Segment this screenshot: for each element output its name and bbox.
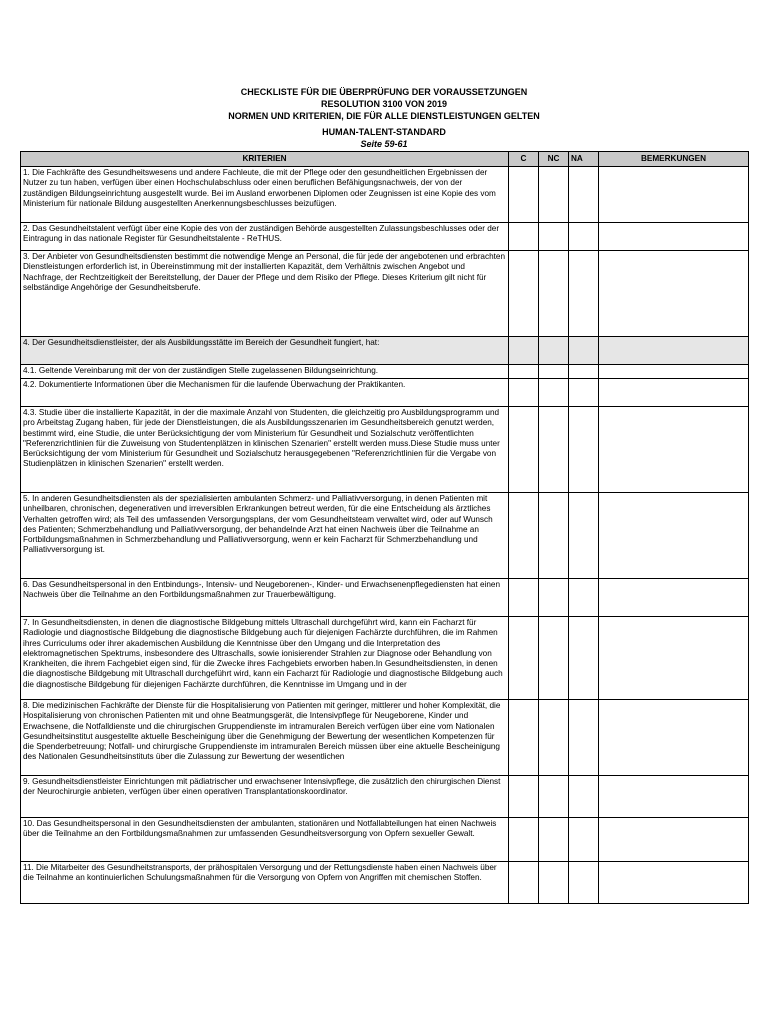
non-compliant-cell[interactable] <box>539 818 569 862</box>
criterion-cell: 11. Die Mitarbeiter des Gesundheitstransports, der prähospitalen Versorgung und der Rettungsdienste haben einen Nachweis über die Teilnahme an kontinuierlichen Schulungsmaßnahmen für die Versorgung von Opfern von Angriffen mit chemischen Stoffen. <box>21 862 509 904</box>
column-header-criteria: KRITERIEN <box>21 152 509 167</box>
not-applicable-cell[interactable] <box>569 167 599 223</box>
compliant-cell[interactable] <box>509 818 539 862</box>
table-row <box>21 337 749 365</box>
criterion-text: 7. In Gesundheitsdiensten, in denen die diagnostische Bildgebung mittels Ultraschall durchgeführt wird, kann ein Facharzt für Radiologie und diagnostische Bildgebung die diagnostische Bildgebung auch für diejenigen Fachärzte durchführen, die im Rahmen ihres Curriculums oder ihrer akademischen Ausbildung die Kenntnisse über den Umgang und die Interpretation des elektromagnetischen Spektrums, insbesondere des Ultraschalls, sowie ionisierender Strahlen zur Diagnose oder Behandlung von Krankheiten, die ihrem Fachgebiet eigen sind, für die Zwecke ihres Fachgebiets erworben haben.In Gesundheitsdiensten, in denen die diagnostische Bildgebung mit Ultraschall durchgeführt wird, kann ein Facharzt für Radiologie und diagnostische Bildgebung auch die diagnostische Bildgebung für diejenigen Fachärzte durchführen, die Kenntnisse im Umgang und in der <box>23 618 503 689</box>
non-compliant-cell[interactable] <box>539 337 569 365</box>
remarks-cell[interactable] <box>599 167 749 223</box>
non-compliant-cell[interactable] <box>539 493 569 579</box>
table-row <box>21 700 749 776</box>
non-compliant-cell[interactable] <box>539 223 569 251</box>
column-header-c: C <box>509 152 539 167</box>
not-applicable-cell[interactable] <box>569 862 599 904</box>
table-row <box>21 407 749 493</box>
non-compliant-cell[interactable] <box>539 617 569 700</box>
not-applicable-cell[interactable] <box>569 493 599 579</box>
compliant-cell[interactable] <box>509 223 539 251</box>
remarks-cell[interactable] <box>599 818 749 862</box>
remarks-cell[interactable] <box>599 776 749 818</box>
table-row <box>21 818 749 862</box>
remarks-cell[interactable] <box>599 700 749 776</box>
remarks-cell[interactable] <box>599 579 749 617</box>
table-row <box>21 251 749 337</box>
criterion-cell: 3. Der Anbieter von Gesundheitsdiensten bestimmt die notwendige Menge an Personal, die für jede der angebotenen und erbrachten Dienstleistungen erforderlich ist, in Übereinstimmung mit der installierten Kapazität, dem Verhältnis zwischen Angebot und Nachfrage, der Rechtzeitigkeit der Bereitstellung, der Dauer der Pflege und dem Risiko der Pflege. Dieses Kriterium gilt nicht für selbständige Angehörige der Gesundheitsberufe. <box>21 251 509 337</box>
remarks-cell[interactable] <box>599 493 749 579</box>
document-header <box>0 86 768 150</box>
non-compliant-cell[interactable] <box>539 251 569 337</box>
standard-title: HUMAN-TALENT-STANDARD <box>322 127 446 137</box>
criterion-cell: 5. In anderen Gesundheitsdiensten als der spezialisierten ambulanten Schmerz- und Palliativversorgung, in denen Patienten mit unheilbaren, chronischen, degenerativen und irreversiblen Erkrankungen betreut werden, für die eine Entscheidung als ärztliches Verhalten getroffen wird; als Teil des umfassenden Versorgungsplans, der vom Gesundheitsteam verwaltet wird, oder auf Wunsch des Patienten; Schmerzbehandlung und Palliativversorgung, der behandelnde Arzt hat einen Nachweis über die Teilnahme an Fortbildungsmaßnahmen in Schmerzbehandlung und Palliativversorgung, wenn er kein Facharzt für Schmerzbehandlung und Palliativversorgung ist. <box>21 493 509 579</box>
non-compliant-cell[interactable] <box>539 862 569 904</box>
column-header-nc: NC <box>539 152 569 167</box>
title-line-1: CHECKLISTE FÜR DIE ÜBERPRÜFUNG DER VORAUSSETZUNGEN <box>240 87 528 97</box>
page-reference: Seite 59-61 <box>360 139 408 149</box>
compliant-cell[interactable] <box>509 365 539 379</box>
non-compliant-cell[interactable] <box>539 700 569 776</box>
compliant-cell[interactable] <box>509 700 539 776</box>
criterion-cell: 1. Die Fachkräfte des Gesundheitswesens und andere Fachleute, die mit der Pflege oder den gesundheitlichen Ergebnissen der Nutzer zu tun haben, verfügen über einen Hochschulabschluss oder einen beruflichen Befähigungsnachweis, der von der zuständigen Bildungseinrichtung ausgestellt wurde. Bei im Ausland erworbenen Diplomen oder Zeugnissen ist eine Kopie des vom Ministerium für nationale Bildung ausgestellten Anerkennungsbeschlusses beizufügen. <box>21 167 509 223</box>
criterion-cell: 4.2. Dokumentierte Informationen über die Mechanismen für die laufende Überwachung der Praktikanten. <box>21 379 509 407</box>
title-line-2: RESOLUTION 3100 VON 2019 <box>320 99 448 109</box>
compliant-cell[interactable] <box>509 862 539 904</box>
not-applicable-cell[interactable] <box>569 407 599 493</box>
compliant-cell[interactable] <box>509 407 539 493</box>
compliant-cell[interactable] <box>509 379 539 407</box>
criterion-cell: 6. Das Gesundheitspersonal in den Entbindungs-, Intensiv- und Neugeborenen-, Kinder- und Erwachsenenpflegediensten hat einen Nachweis über die Teilnahme an den Fortbildungsmaßnahmen zur Trauerbewältigung. <box>21 579 509 617</box>
not-applicable-cell[interactable] <box>569 379 599 407</box>
remarks-cell[interactable] <box>599 337 749 365</box>
criterion-cell: 10. Das Gesundheitspersonal in den Gesundheitsdiensten der ambulanten, stationären und Notfallabteilungen hat einen Nachweis über die Teilnahme an den Fortbildungsmaßnahmen zur umfassenden Gesundheitsversorgung von Opfern sexueller Gewalt. <box>21 818 509 862</box>
non-compliant-cell[interactable] <box>539 407 569 493</box>
table-header-row <box>21 152 749 167</box>
not-applicable-cell[interactable] <box>569 579 599 617</box>
remarks-cell[interactable] <box>599 223 749 251</box>
not-applicable-cell[interactable] <box>569 776 599 818</box>
remarks-cell[interactable] <box>599 251 749 337</box>
non-compliant-cell[interactable] <box>539 379 569 407</box>
table-row <box>21 493 749 579</box>
table-row <box>21 776 749 818</box>
compliant-cell[interactable] <box>509 776 539 818</box>
table-row <box>21 617 749 700</box>
not-applicable-cell[interactable] <box>569 617 599 700</box>
not-applicable-cell[interactable] <box>569 818 599 862</box>
table-row <box>21 862 749 904</box>
criterion-cell: 4.1. Geltende Vereinbarung mit der von der zuständigen Stelle zugelassenen Bildungseinrichtung. <box>21 365 509 379</box>
column-header-na: NA <box>569 152 599 167</box>
criterion-cell: 4.3. Studie über die installierte Kapazität, in der die maximale Anzahl von Studenten, die gleichzeitig pro Ausbildungsprogramm und pro Arbeitstag Zugang haben, für jede der Dienstleistungen, die als Ausbildungsszenarien im Gesundheitsbereich genutzt werden, bestimmt wird, eine Studie, die unter Berücksichtigung der vom Ministerium für Gesundheit und Sozialschutz veröffentlichten "Referenzrichtlinien für die Zuweisung von Studentenplätzen in klinischen Szenarien" erstellt werden muss.Diese Studie muss unter Berücksichtigung der vom Ministerium für Gesundheit und Sozialschutz herausgegebenen "Referenzrichtlinien für die Vergabe von Studienplätzen in klinischen Szenarien" erstellt werden. <box>21 407 509 493</box>
checklist-table <box>20 151 749 904</box>
not-applicable-cell[interactable] <box>569 337 599 365</box>
non-compliant-cell[interactable] <box>539 776 569 818</box>
column-header-remarks: BEMERKUNGEN <box>599 152 749 167</box>
remarks-cell[interactable] <box>599 365 749 379</box>
remarks-cell[interactable] <box>599 862 749 904</box>
non-compliant-cell[interactable] <box>539 167 569 223</box>
table-row <box>21 365 749 379</box>
remarks-cell[interactable] <box>599 379 749 407</box>
compliant-cell[interactable] <box>509 251 539 337</box>
table-row <box>21 379 749 407</box>
not-applicable-cell[interactable] <box>569 251 599 337</box>
criterion-cell <box>21 617 509 700</box>
compliant-cell[interactable] <box>509 579 539 617</box>
compliant-cell[interactable] <box>509 617 539 700</box>
table-row <box>21 167 749 223</box>
not-applicable-cell[interactable] <box>569 700 599 776</box>
remarks-cell[interactable] <box>599 407 749 493</box>
not-applicable-cell[interactable] <box>569 365 599 379</box>
criterion-cell <box>21 700 509 776</box>
non-compliant-cell[interactable] <box>539 579 569 617</box>
criterion-text: 8. Die medizinischen Fachkräfte der Dienste für die Hospitalisierung von Patienten mit geringer, mittlerer und hoher Komplexität, die Hospitalisierung von chronischen Patienten mit und ohne Beatmungsgerät, die Intensivpflege für Neugeborene, Kinder und Erwachsene, die Notfalldienste und die chirurgischen Gruppendienste im intramuralen Bereich verfügen über eine vom Nationalen Gesundheitsinstitut ausgestellte aktuelle Bescheinigung über die Genehmigung der Bewertung der wesentlichen Kompetenzen für die Spenderbetreuung; Notfall- und chirurgische Gruppendienste im intramuralen Bereich müssen über eine aktuelle Bescheinigung des Nationalen Gesundheitsinstituts über die Zulassung zur Bewertung der wesentlichen <box>23 701 501 762</box>
compliant-cell[interactable] <box>509 493 539 579</box>
criterion-cell: 9. Gesundheitsdienstleister Einrichtungen mit pädiatrischer und erwachsener Intensivpflege, die zusätzlich den chirurgischen Dienst der Neurochirurgie anbieten, verfügen über einen operativen Transplantationskoordinator. <box>21 776 509 818</box>
criterion-cell: 4. Der Gesundheitsdienstleister, der als Ausbildungsstätte im Bereich der Gesundheit fungiert, hat: <box>21 337 509 365</box>
table-row <box>21 579 749 617</box>
non-compliant-cell[interactable] <box>539 365 569 379</box>
compliant-cell[interactable] <box>509 337 539 365</box>
remarks-cell[interactable] <box>599 617 749 700</box>
not-applicable-cell[interactable] <box>569 223 599 251</box>
table-row <box>21 223 749 251</box>
compliant-cell[interactable] <box>509 167 539 223</box>
title-line-3: NORMEN UND KRITERIEN, DIE FÜR ALLE DIENSTLEISTUNGEN GELTEN <box>228 111 540 121</box>
criterion-cell: 2. Das Gesundheitstalent verfügt über eine Kopie des von der zuständigen Behörde ausgestellten Zulassungsbeschlusses oder der Eintragung in das nationale Register für Gesundheitstalente - ReTHUS. <box>21 223 509 251</box>
